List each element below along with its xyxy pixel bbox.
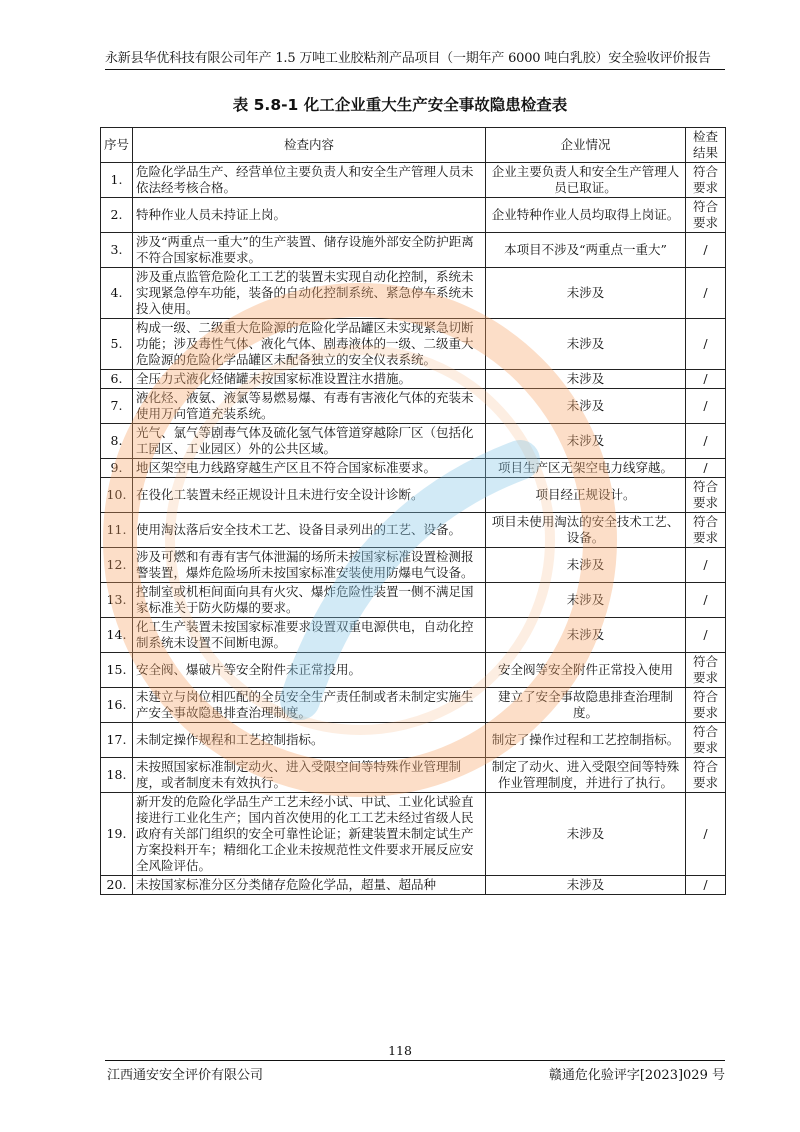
check-content: 地区架空电力线路穿越生产区且不符合国家标准要求。 (133, 459, 486, 478)
row-number: 14. (101, 618, 133, 653)
check-result: / (686, 424, 726, 459)
table-row (101, 618, 726, 653)
check-content: 光气、氯气等剧毒气体及硫化氢气体管道穿越除厂区（包括化工园区、工业园区）外的公共区域。 (133, 424, 486, 459)
check-result: / (686, 389, 726, 424)
table-row (101, 163, 726, 198)
check-result: / (686, 793, 726, 876)
check-result: 符合要求 (686, 163, 726, 198)
check-content: 未按照国家标准制定动火、进入受限空间等特殊作业管理制度，或者制度未有效执行。 (133, 758, 486, 793)
table-row (101, 688, 726, 723)
check-result: / (686, 618, 726, 653)
row-number: 19. (101, 793, 133, 876)
footer-doc-number: 赣通危化验评字[2023]029 号 (548, 1068, 725, 1083)
check-result: 符合要求 (686, 513, 726, 548)
col-header-no: 序号 (101, 128, 133, 163)
table-row (101, 876, 726, 895)
table-row (101, 723, 726, 758)
page-number: 118 (388, 1043, 412, 1058)
table-row (101, 389, 726, 424)
company-status: 制定了动火、进入受限空间等特殊作业管理制度，并进行了执行。 (486, 758, 686, 793)
company-status: 未涉及 (486, 319, 686, 370)
company-status: 未涉及 (486, 268, 686, 319)
company-status: 项目未使用淘汰的安全技术工艺、设备。 (486, 513, 686, 548)
check-result: 符合要求 (686, 688, 726, 723)
table-row (101, 424, 726, 459)
table-row (101, 653, 726, 688)
table-row (101, 198, 726, 233)
company-status: 未涉及 (486, 793, 686, 876)
check-content: 特种作业人员未持证上岗。 (133, 198, 486, 233)
check-content: 新开发的危险化学品生产工艺未经小试、中试、工业化试验直接进行工业化生产；国内首次使用的化工工艺未经过省级人民政府有关部门组织的安全可靠性论证；新建装置未制定试生产方案投料开车；精细化工企业未按规范性文件要求开展反应安全风险评估。 (133, 793, 486, 876)
col-header-status: 企业情况 (486, 128, 686, 163)
row-number: 20. (101, 876, 133, 895)
check-content: 液化烃、液氨、液氯等易燃易爆、有毒有害液化气体的充装未使用万向管道充装系统。 (133, 389, 486, 424)
check-result: / (686, 459, 726, 478)
check-result: 符合要求 (686, 723, 726, 758)
check-content: 涉及“两重点一重大”的生产装置、储存设施外部安全防护距离不符合国家标准要求。 (133, 233, 486, 268)
row-number: 10. (101, 478, 133, 513)
row-number: 2. (101, 198, 133, 233)
check-content: 涉及可燃和有毒有害气体泄漏的场所未按国家标准设置检测报警装置，爆炸危险场所未按国家标准安装使用防爆电气设备。 (133, 548, 486, 583)
row-number: 15. (101, 653, 133, 688)
company-status: 企业主要负责人和安全生产管理人员已取证。 (486, 163, 686, 198)
table-row (101, 583, 726, 618)
row-number: 12. (101, 548, 133, 583)
check-result: 符合要求 (686, 758, 726, 793)
check-content: 危险化学品生产、经营单位主要负责人和安全生产管理人员未依法经考核合格。 (133, 163, 486, 198)
row-number: 9. (101, 459, 133, 478)
row-number: 8. (101, 424, 133, 459)
row-number: 18. (101, 758, 133, 793)
table-row (101, 459, 726, 478)
row-number: 4. (101, 268, 133, 319)
check-content: 未按国家标准分区分类储存危险化学品，超量、超品种 (133, 876, 486, 895)
company-status: 未涉及 (486, 389, 686, 424)
footer-rule (105, 1060, 725, 1061)
check-result: / (686, 268, 726, 319)
company-status: 制定了操作过程和工艺控制指标。 (486, 723, 686, 758)
check-content: 未建立与岗位相匹配的全员安全生产责任制或者未制定实施生产安全事故隐患排查治理制度。 (133, 688, 486, 723)
company-status: 建立了安全事故隐患排查治理制度。 (486, 688, 686, 723)
header-rule (105, 69, 725, 70)
row-number: 6. (101, 370, 133, 389)
check-result: 符合要求 (686, 478, 726, 513)
col-header-result: 检查结果 (686, 128, 726, 163)
table-row (101, 319, 726, 370)
check-result: / (686, 583, 726, 618)
col-header-content: 检查内容 (133, 128, 486, 163)
table-row (101, 370, 726, 389)
company-status: 未涉及 (486, 424, 686, 459)
check-result: / (686, 876, 726, 895)
table-row (101, 793, 726, 876)
footer-company: 江西通安安全评价有限公司 (107, 1068, 264, 1083)
check-content: 使用淘汰落后安全技术工艺、设备目录列出的工艺、设备。 (133, 513, 486, 548)
check-content: 涉及重点监管危险化工工艺的装置未实现自动化控制，系统未实现紧急停车功能，装备的自动化控制系统、紧急停车系统未投入使用。 (133, 268, 486, 319)
company-status: 未涉及 (486, 618, 686, 653)
hazard-check-table (100, 127, 726, 895)
check-content: 构成一级、二级重大危险源的危险化学品罐区未实现紧急切断功能；涉及毒性气体、液化气体、剧毒液体的一级、二级重大危险源的危险化学品罐区未配备独立的安全仪表系统。 (133, 319, 486, 370)
company-status: 未涉及 (486, 583, 686, 618)
company-status: 项目生产区无架空电力线穿越。 (486, 459, 686, 478)
check-result: / (686, 548, 726, 583)
check-result: / (686, 233, 726, 268)
check-result: 符合要求 (686, 653, 726, 688)
company-status: 未涉及 (486, 548, 686, 583)
check-content: 全压力式液化烃储罐未按国家标准设置注水措施。 (133, 370, 486, 389)
company-status: 企业特种作业人员均取得上岗证。 (486, 198, 686, 233)
table-row (101, 233, 726, 268)
table-header-row (101, 128, 726, 163)
check-content: 在役化工装置未经正规设计且未进行安全设计诊断。 (133, 478, 486, 513)
check-content: 安全阀、爆破片等安全附件未正常投用。 (133, 653, 486, 688)
running-header: 永新县华优科技有限公司年产 1.5 万吨工业胶粘剂产品项目（一期年产 6000 吨白乳胶）安全验收评价报告 (105, 51, 711, 66)
company-status: 安全阀等安全附件正常投入使用 (486, 653, 686, 688)
row-number: 17. (101, 723, 133, 758)
check-content: 未制定操作规程和工艺控制指标。 (133, 723, 486, 758)
company-status: 项目经正规设计。 (486, 478, 686, 513)
company-status: 本项目不涉及“两重点一重大” (486, 233, 686, 268)
row-number: 7. (101, 389, 133, 424)
check-result: / (686, 370, 726, 389)
check-result: 符合要求 (686, 198, 726, 233)
row-number: 1. (101, 163, 133, 198)
check-content: 控制室或机柜间面向具有火灾、爆炸危险性装置一侧不满足国家标准关于防火防爆的要求。 (133, 583, 486, 618)
table-row (101, 548, 726, 583)
check-result: / (686, 319, 726, 370)
row-number: 5. (101, 319, 133, 370)
table-row (101, 758, 726, 793)
table-title: 表 5.8-1 化工企业重大生产安全事故隐患检查表 (232, 96, 568, 114)
table-row (101, 513, 726, 548)
row-number: 16. (101, 688, 133, 723)
row-number: 13. (101, 583, 133, 618)
company-status: 未涉及 (486, 876, 686, 895)
check-content: 化工生产装置未按国家标准要求设置双重电源供电，自动化控制系统未设置不间断电源。 (133, 618, 486, 653)
row-number: 11. (101, 513, 133, 548)
table-row (101, 478, 726, 513)
company-status: 未涉及 (486, 370, 686, 389)
table-row (101, 268, 726, 319)
row-number: 3. (101, 233, 133, 268)
